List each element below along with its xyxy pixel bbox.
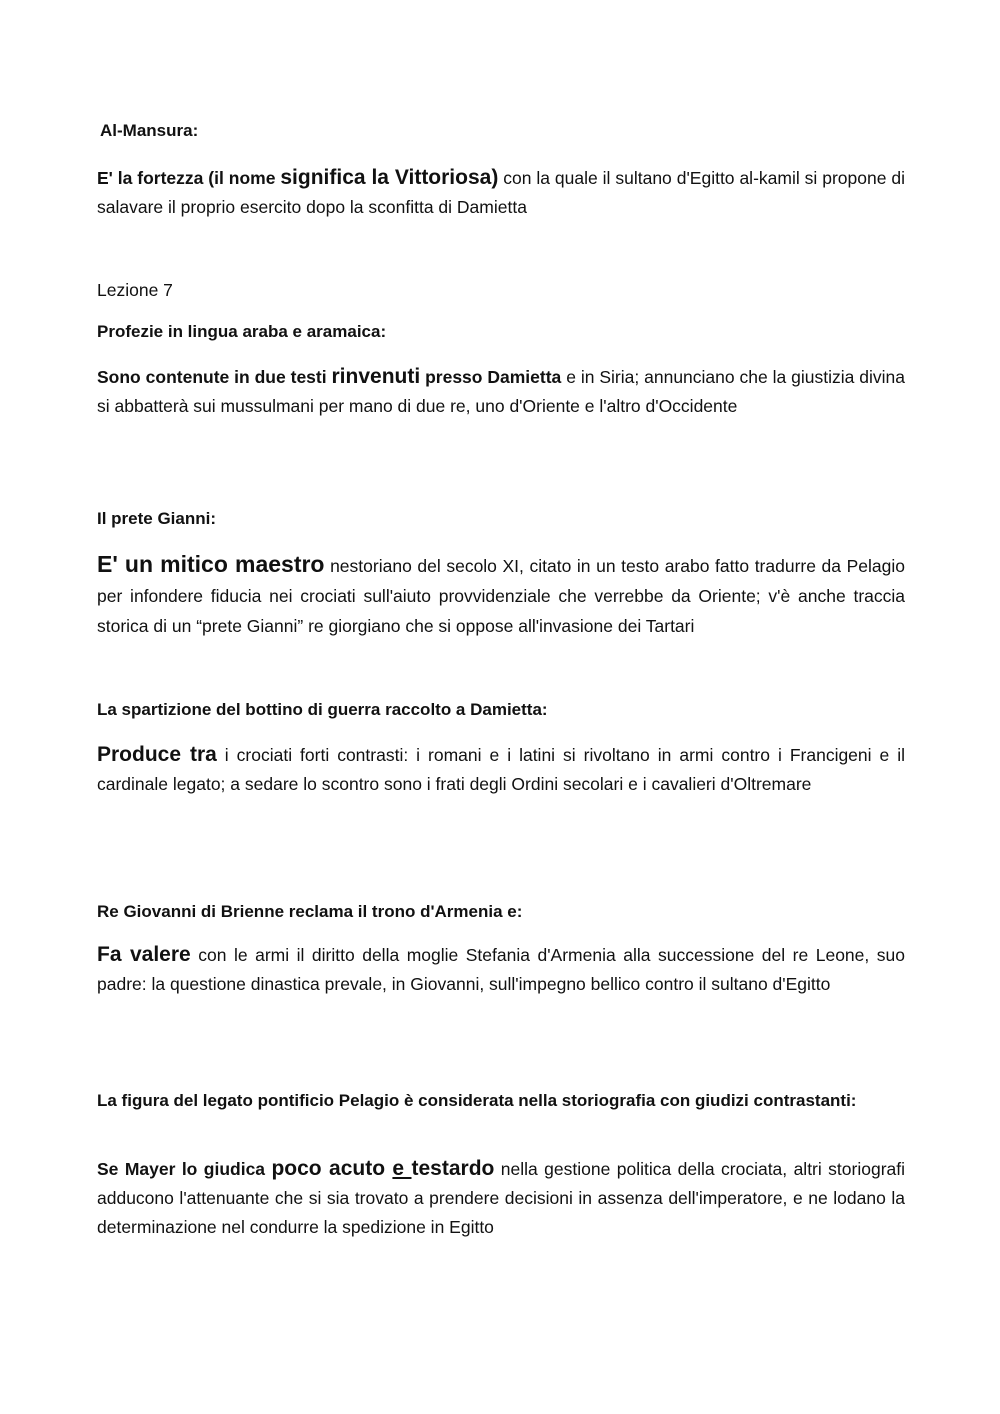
heading-giovanni-brienne: Re Giovanni di Brienne reclama il trono d'Armenia e: bbox=[97, 902, 523, 921]
lead-underlined: e bbox=[392, 1157, 412, 1180]
paragraph-giovanni-brienne bbox=[97, 940, 905, 999]
heading-prete-gianni: Il prete Gianni: bbox=[97, 509, 217, 528]
paragraph-text: con le armi il diritto della moglie Stefania d'Armenia alla successione del re Leone, suo padre: la questione dinastica prevale, in Giovanni, sull'impegno bellico contro il sultano d'Egitto bbox=[97, 945, 905, 994]
lead-emphasis: rinvenuti bbox=[331, 365, 421, 388]
lead-emphasis: poco acuto bbox=[271, 1157, 393, 1180]
paragraph-spartizione bbox=[97, 740, 905, 799]
heading-pelagio: La figura del legato pontificio Pelagio è considerata nella storiografia con giudizi contrastanti: bbox=[97, 1091, 857, 1110]
heading-profezie: Profezie in lingua araba e aramaica: bbox=[97, 322, 387, 341]
heading-al-mansura: Al-Mansura: bbox=[100, 121, 199, 140]
paragraph-profezie bbox=[97, 362, 905, 421]
lead-bold: E' la fortezza (il nome bbox=[97, 168, 281, 188]
paragraph-text: e in Siria; annunciano che la giustizia divina si abbatterà sui mussulmani per mano di due re, uno d'Oriente e l'altro d'Occidente bbox=[97, 367, 906, 416]
paragraph-pelagio bbox=[97, 1154, 905, 1242]
paragraph-text: nella gestione politica della crociata, altri storiografi adducono l'attenuante che si sia trovato a prendere decisioni in assenza dell'imperatore, e ne lodano la determinazione nel condurre la spedizione in Egitto bbox=[97, 1159, 906, 1237]
lesson-label: Lezione 7 bbox=[97, 280, 173, 300]
lead-bold: Sono contenute in due testi bbox=[97, 367, 332, 387]
paragraph-text: nestoriano del secolo XI, citato in un testo arabo fatto tradurre da Pelagio per infondere fiducia nei crociati sull'aiuto provvidenziale che verrebbe da Oriente; v'è anche traccia storica di un “prete Gianni” re giorgiano che si oppose all'invasione dei Tartari bbox=[97, 556, 905, 636]
paragraph-al-mansura bbox=[97, 163, 905, 222]
lead-emphasis: significa la Vittoriosa) bbox=[280, 166, 499, 189]
lead-emphasis: Fa valere bbox=[97, 943, 191, 966]
lead-emphasis-2: testardo bbox=[411, 1157, 495, 1180]
paragraph-prete-gianni bbox=[97, 549, 905, 641]
lead-bold: Se Mayer lo giudica bbox=[97, 1159, 272, 1179]
paragraph-text: i crociati forti contrasti: i romani e i latini si rivoltano in armi contro i Francigeni e il cardinale legato; a sedare lo scontro sono i frati degli Ordini secolari e i cavalieri d'Oltremare bbox=[97, 745, 905, 794]
lead-emphasis: E' un mitico maestro bbox=[97, 551, 325, 577]
paragraph-text: con la quale il sultano d'Egitto al-kamil si propone di salavare il proprio esercito dopo la sconfitta di Damietta bbox=[97, 168, 905, 217]
lead-emphasis: Produce tra bbox=[97, 743, 217, 766]
lead-bold-2: presso Damietta bbox=[420, 367, 562, 387]
heading-spartizione: La spartizione del bottino di guerra raccolto a Damietta: bbox=[97, 700, 548, 719]
